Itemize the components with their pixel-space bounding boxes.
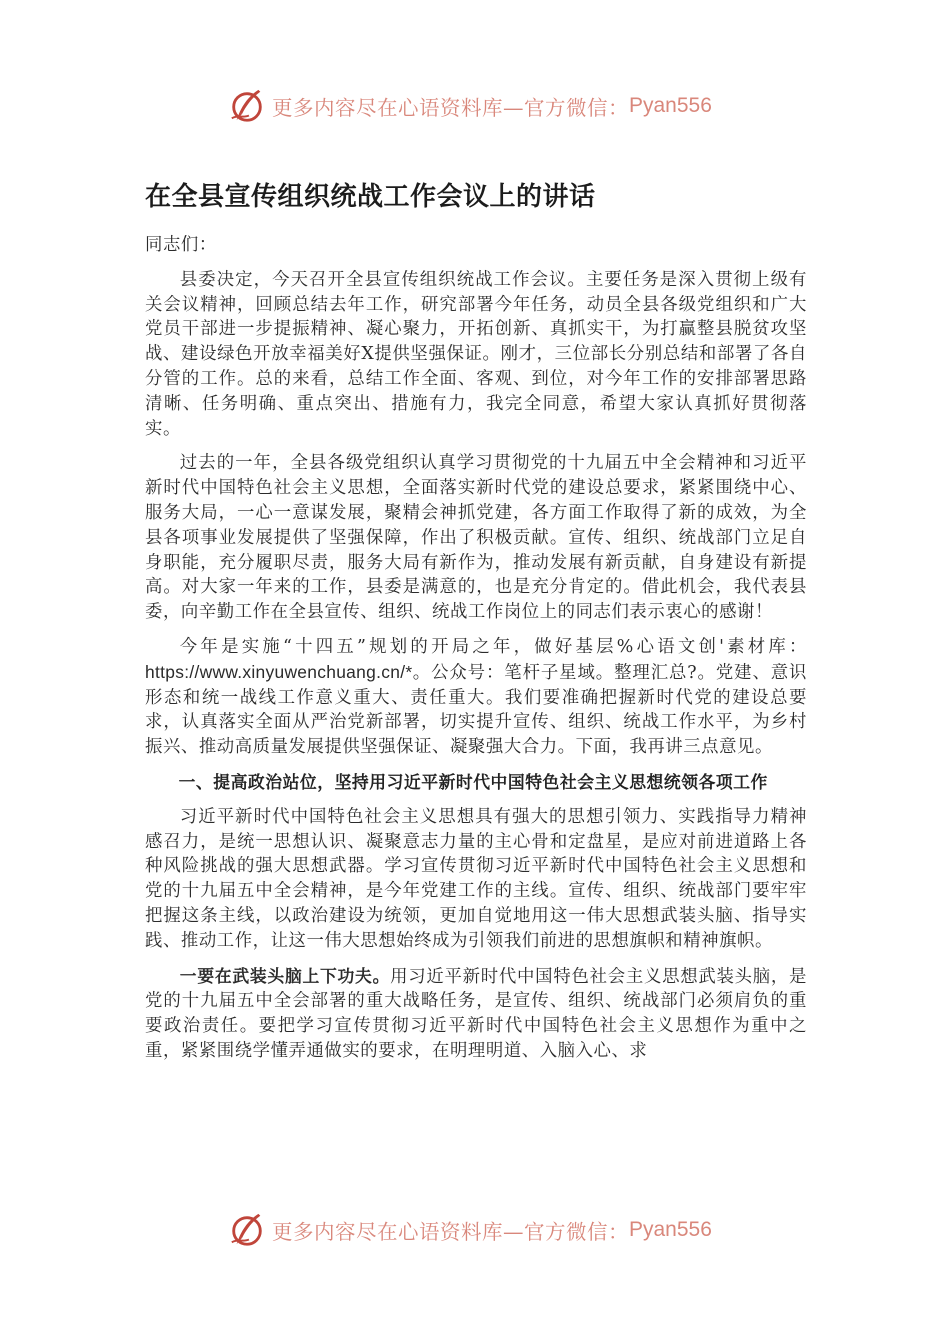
watermark-text: 更多内容尽在心语资料库—官方微信： — [272, 96, 629, 120]
section-heading-1: 一、提高政治站位，坚持用习近平新时代中国特色社会主义思想统领各项工作 — [178, 771, 768, 792]
paragraph-5-text: 用习近平新时代中国特色社会主义思想武装头脑，是党的十九届五中全会部署的重大战略任务，是宣传、组织、统战部门必须肩负的重要政治责任。要把学习宣传贯彻习近平新时代中国特色社会主义思想作为重中之重，紧紧围绕学懂弄通做实的要求，在明理明道、入脑入心、求 — [145, 966, 808, 1061]
document-title: 在全县宣传组织统战工作会议上的讲话 — [145, 182, 596, 212]
document-body — [145, 233, 807, 1074]
watermark-text: 更多内容尽在心语资料库—官方微信： — [272, 1220, 629, 1244]
paragraph-3 — [145, 635, 807, 760]
quill-pen-logo-icon — [228, 1211, 266, 1249]
salutation: 同志们： — [145, 235, 217, 255]
watermark-handle: Pyan556 — [629, 1218, 712, 1241]
footer-watermark — [228, 1210, 712, 1250]
paragraph-3-intro: 今年是实施“十四五”规划的开局之年，做好基层%心语文创'素材库： — [179, 636, 807, 657]
paragraph-3-rest: 。公众号：笔杆子星域。整理汇总?。党建、意识形态和统一战线工作意义重大、责任重大。我们要准确把握新时代党的建设总要求，认真落实全面从严治党新部署，切实提升宣传、组织、统战工作水平，为乡村振兴、推动高质量发展提供坚强保证、凝聚强大合力。下面，我再讲三点意见。 — [145, 662, 807, 758]
paragraph-5-lead: 一要在武装头脑上下功夫。 — [179, 965, 391, 986]
source-url: https://www.xinyuwenchuang.cn/* — [145, 661, 413, 682]
header-watermark — [228, 86, 712, 126]
paragraph-2: 过去的一年，全县各级党组织认真学习贯彻党的十九届五中全会精神和习近平新时代中国特色社会主义思想，全面落实新时代党的建设总要求，紧紧围绕中心、服务大局，一心一意谋发展，聚精会神抓党建，各方面工作取得了新的成效，为全县各项事业发展提供了坚强保障，作出了积极贡献。宣传、组织、统战部门立足自身职能，充分履职尽责，服务大局有新作为，推动发展有新贡献，自身建设有新提高。对大家一年来的工作，县委是满意的，也是充分肯定的。借此机会，我代表县委，向辛勤工作在全县宣传、组织、统战工作岗位上的同志们表示衷心的感谢！ — [145, 453, 807, 623]
paragraph-4: 习近平新时代中国特色社会主义思想具有强大的思想引领力、实践指导力精神感召力，是统一思想认识、凝聚意志力量的主心骨和定盘星，是应对前进道路上各种风险挑战的强大思想武器。学习宣传贯彻习近平新时代中国特色社会主义思想和党的十九届五中全会精神，是今年党建工作的主线。宣传、组织、统战部门要牢牢把握这条主线，以政治建设为统领，更加自觉地用这一伟大思想武装头脑、指导实践、推动工作，让这一伟大思想始终成为引领我们前进的思想旗帜和精神旗帜。 — [145, 806, 807, 951]
quill-pen-logo-icon — [228, 87, 266, 125]
watermark-handle: Pyan556 — [629, 94, 712, 117]
paragraph-1: 县委决定，今天召开全县宣传组织统战工作会议。主要任务是深入贯彻上级有关会议精神，回顾总结去年工作，研究部署今年任务，动员全县各级党组织和广大党员干部进一步提振精神、凝心聚力，开拓创新、真抓实干，为打赢整县脱贫攻坚战、建设绿色开放幸福美好Ⅹ提供坚强保证。刚才，三位部长分别总结和部署了各自分管的工作。总的来看，总结工作全面、客观、到位，对今年工作的安排部署思路清晰、任务明确、重点突出、措施有力，我完全同意，希望大家认真抓好贯彻落实。 — [145, 269, 807, 439]
paragraph-5 — [145, 964, 807, 1064]
